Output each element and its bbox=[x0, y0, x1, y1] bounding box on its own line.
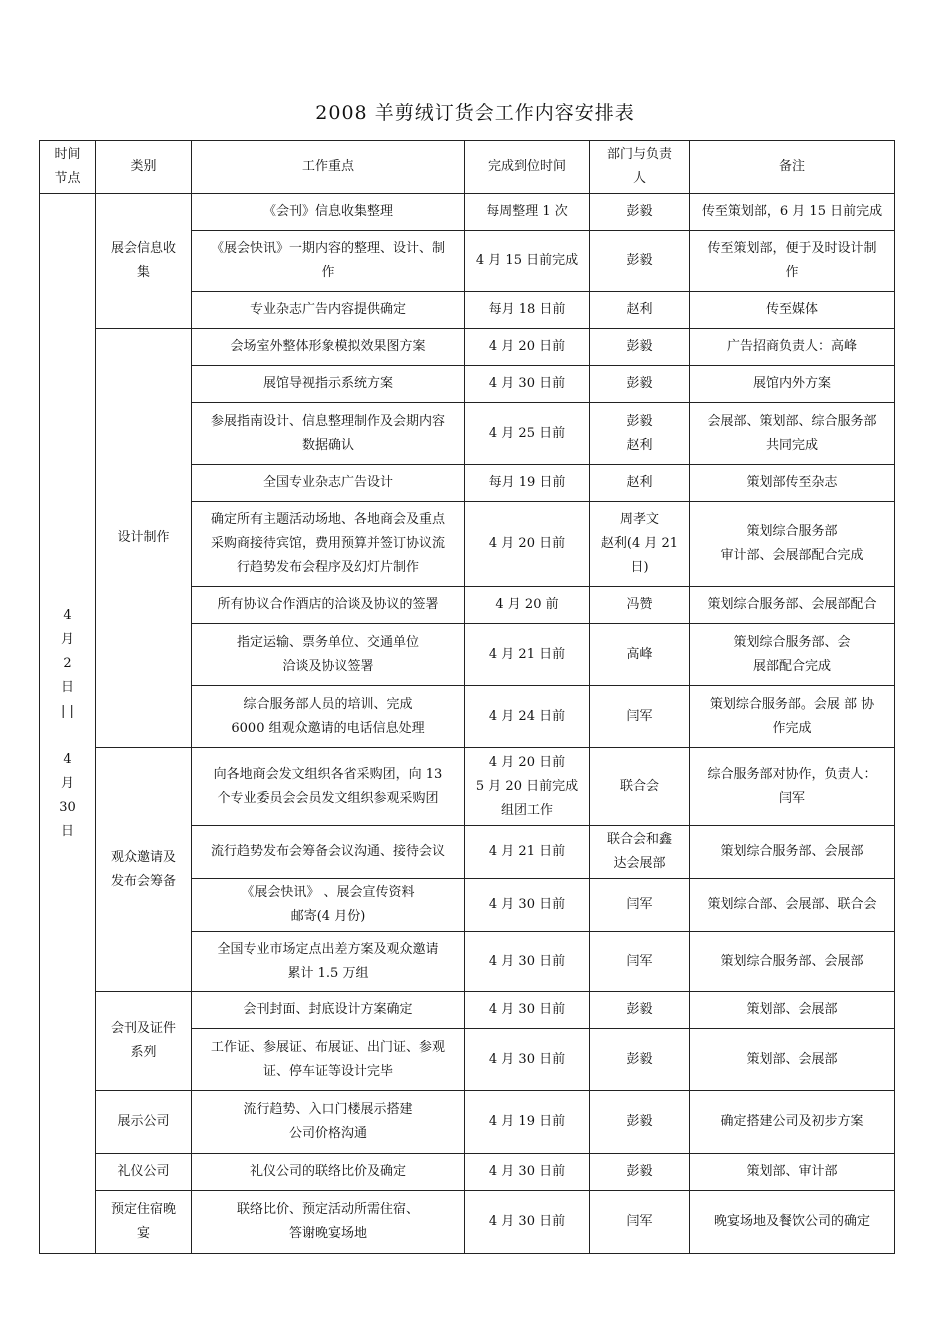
note-cell: 确定搭建公司及初步方案 bbox=[690, 1091, 895, 1154]
dept-cell: 联合会 bbox=[590, 748, 690, 826]
table-row bbox=[40, 1091, 895, 1154]
work-cell: 《会刊》信息收集整理 bbox=[192, 194, 465, 231]
deadline-cell: 每月 18 日前 bbox=[465, 292, 590, 329]
note-cell: 晚宴场地及餐饮公司的确定 bbox=[690, 1191, 895, 1254]
dept-cell: 闫军 bbox=[590, 932, 690, 992]
work-cell: 确定所有主题活动场地、各地商会及重点 采购商接待宾馆，费用预算并签订协议流 行趋势发布会程序及幻灯片制作 bbox=[192, 502, 465, 587]
note-cell: 传至媒体 bbox=[690, 292, 895, 329]
dept-cell: 彭毅 bbox=[590, 1029, 690, 1091]
dept-cell: 彭毅 bbox=[590, 329, 690, 366]
table-row bbox=[40, 748, 895, 826]
work-cell: 联络比价、预定活动所需住宿、 答谢晚宴场地 bbox=[192, 1191, 465, 1254]
dept-cell: 联合会和鑫 达会展部 bbox=[590, 826, 690, 879]
work-cell: 《展会快讯》 、展会宣传资料 邮寄(4 月份) bbox=[192, 879, 465, 932]
work-cell: 流行趋势发布会筹备会议沟通、接待会议 bbox=[192, 826, 465, 879]
table-row bbox=[40, 329, 895, 366]
dept-cell: 闫军 bbox=[590, 1191, 690, 1254]
deadline-cell: 4 月 30 日前 bbox=[465, 1029, 590, 1091]
header-note: 备注 bbox=[690, 141, 895, 194]
note-cell: 策划综合服务部、会展部 bbox=[690, 932, 895, 992]
header-row bbox=[40, 141, 895, 194]
work-cell: 参展指南设计、信息整理制作及会期内容 数据确认 bbox=[192, 403, 465, 465]
deadline-cell: 4 月 30 日前 bbox=[465, 366, 590, 403]
note-cell: 策划综合服务部、会展部配合 bbox=[690, 587, 895, 624]
deadline-cell: 4 月 21 日前 bbox=[465, 624, 590, 686]
time-node-cell: 4 月 2 日 | | 4 月 30 日 bbox=[40, 194, 96, 1254]
work-cell: 展馆导视指示系统方案 bbox=[192, 366, 465, 403]
deadline-cell: 4 月 20 日前 bbox=[465, 329, 590, 366]
header-time: 时间 节点 bbox=[40, 141, 96, 194]
deadline-cell: 4 月 30 日前 bbox=[465, 992, 590, 1029]
note-cell: 策划部、会展部 bbox=[690, 992, 895, 1029]
header-deadline: 完成到位时间 bbox=[465, 141, 590, 194]
work-cell: 全国专业杂志广告设计 bbox=[192, 465, 465, 502]
header-category: 类别 bbox=[96, 141, 192, 194]
note-cell: 策划部、审计部 bbox=[690, 1154, 895, 1191]
table-row bbox=[40, 194, 895, 231]
work-cell: 《展会快讯》一期内容的整理、设计、制 作 bbox=[192, 231, 465, 292]
work-cell: 工作证、参展证、布展证、出门证、参观 证、停车证等设计完毕 bbox=[192, 1029, 465, 1091]
deadline-cell: 4 月 21 日前 bbox=[465, 826, 590, 879]
deadline-cell: 4 月 19 日前 bbox=[465, 1091, 590, 1154]
work-cell: 综合服务部人员的培训、完成 6000 组观众邀请的电话信息处理 bbox=[192, 686, 465, 748]
work-cell: 流行趋势、入口门楼展示搭建 公司价格沟通 bbox=[192, 1091, 465, 1154]
work-cell: 会场室外整体形象模拟效果图方案 bbox=[192, 329, 465, 366]
note-cell: 策划部、会展部 bbox=[690, 1029, 895, 1091]
schedule-table bbox=[39, 140, 895, 1254]
dept-cell: 冯赞 bbox=[590, 587, 690, 624]
deadline-cell: 4 月 30 日前 bbox=[465, 932, 590, 992]
note-cell: 传至策划部，便于及时设计制 作 bbox=[690, 231, 895, 292]
dept-cell: 彭毅 bbox=[590, 1091, 690, 1154]
deadline-cell: 4 月 30 日前 bbox=[465, 1154, 590, 1191]
deadline-cell: 4 月 30 日前 bbox=[465, 1191, 590, 1254]
dept-cell: 彭毅 bbox=[590, 1154, 690, 1191]
work-cell: 专业杂志广告内容提供确定 bbox=[192, 292, 465, 329]
deadline-cell: 4 月 15 日前完成 bbox=[465, 231, 590, 292]
table-row bbox=[40, 1154, 895, 1191]
note-cell: 会展部、策划部、综合服务部 共同完成 bbox=[690, 403, 895, 465]
note-cell: 策划综合部、会展部、联合会 bbox=[690, 879, 895, 932]
work-cell: 会刊封面、封底设计方案确定 bbox=[192, 992, 465, 1029]
note-cell: 展馆内外方案 bbox=[690, 366, 895, 403]
dept-cell: 高峰 bbox=[590, 624, 690, 686]
dept-cell: 周孝文 赵利(4 月 21 日) bbox=[590, 502, 690, 587]
work-cell: 向各地商会发文组织各省采购团，向 13 个专业委员会会员发文组织参观采购团 bbox=[192, 748, 465, 826]
deadline-cell: 4 月 20 日前 5 月 20 日前完成 组团工作 bbox=[465, 748, 590, 826]
table-row bbox=[40, 1191, 895, 1254]
note-cell: 策划部传至杂志 bbox=[690, 465, 895, 502]
dept-cell: 闫军 bbox=[590, 686, 690, 748]
note-cell: 综合服务部对协作，负责人： 闫军 bbox=[690, 748, 895, 826]
work-cell: 礼仪公司的联络比价及确定 bbox=[192, 1154, 465, 1191]
dept-cell: 彭毅 bbox=[590, 366, 690, 403]
category-cell: 会刊及证件 系列 bbox=[96, 992, 192, 1091]
work-cell: 指定运输、票务单位、交通单位 洽谈及协议签署 bbox=[192, 624, 465, 686]
category-cell: 展示公司 bbox=[96, 1091, 192, 1154]
note-cell: 策划综合服务部、会展部 bbox=[690, 826, 895, 879]
header-work: 工作重点 bbox=[192, 141, 465, 194]
deadline-cell: 每月 19 日前 bbox=[465, 465, 590, 502]
deadline-cell: 4 月 24 日前 bbox=[465, 686, 590, 748]
deadline-cell: 4 月 20 前 bbox=[465, 587, 590, 624]
category-cell: 礼仪公司 bbox=[96, 1154, 192, 1191]
dept-cell: 闫军 bbox=[590, 879, 690, 932]
note-cell: 传至策划部，6 月 15 日前完成 bbox=[690, 194, 895, 231]
deadline-cell: 4 月 30 日前 bbox=[465, 879, 590, 932]
dept-cell: 彭毅 bbox=[590, 194, 690, 231]
deadline-cell: 4 月 25 日前 bbox=[465, 403, 590, 465]
note-cell: 策划综合服务部。会展 部 协 作完成 bbox=[690, 686, 895, 748]
dept-cell: 彭毅 bbox=[590, 231, 690, 292]
note-cell: 策划综合服务部 审计部、会展部配合完成 bbox=[690, 502, 895, 587]
dept-cell: 赵利 bbox=[590, 465, 690, 502]
category-cell: 设计制作 bbox=[96, 329, 192, 748]
header-dept: 部门与负责 人 bbox=[590, 141, 690, 194]
category-cell: 预定住宿晚 宴 bbox=[96, 1191, 192, 1254]
page-title: 2008 羊剪绒订货会工作内容安排表 bbox=[315, 102, 635, 124]
deadline-cell: 每周整理 1 次 bbox=[465, 194, 590, 231]
category-cell: 观众邀请及 发布会筹备 bbox=[96, 748, 192, 992]
dept-cell: 彭毅 赵利 bbox=[590, 403, 690, 465]
table-row bbox=[40, 992, 895, 1029]
work-cell: 所有协议合作酒店的洽谈及协议的签署 bbox=[192, 587, 465, 624]
deadline-cell: 4 月 20 日前 bbox=[465, 502, 590, 587]
note-cell: 策划综合服务部、会 展部配合完成 bbox=[690, 624, 895, 686]
dept-cell: 赵利 bbox=[590, 292, 690, 329]
dept-cell: 彭毅 bbox=[590, 992, 690, 1029]
work-cell: 全国专业市场定点出差方案及观众邀请 累计 1.5 万组 bbox=[192, 932, 465, 992]
note-cell: 广告招商负责人：高峰 bbox=[690, 329, 895, 366]
category-cell: 展会信息收 集 bbox=[96, 194, 192, 329]
